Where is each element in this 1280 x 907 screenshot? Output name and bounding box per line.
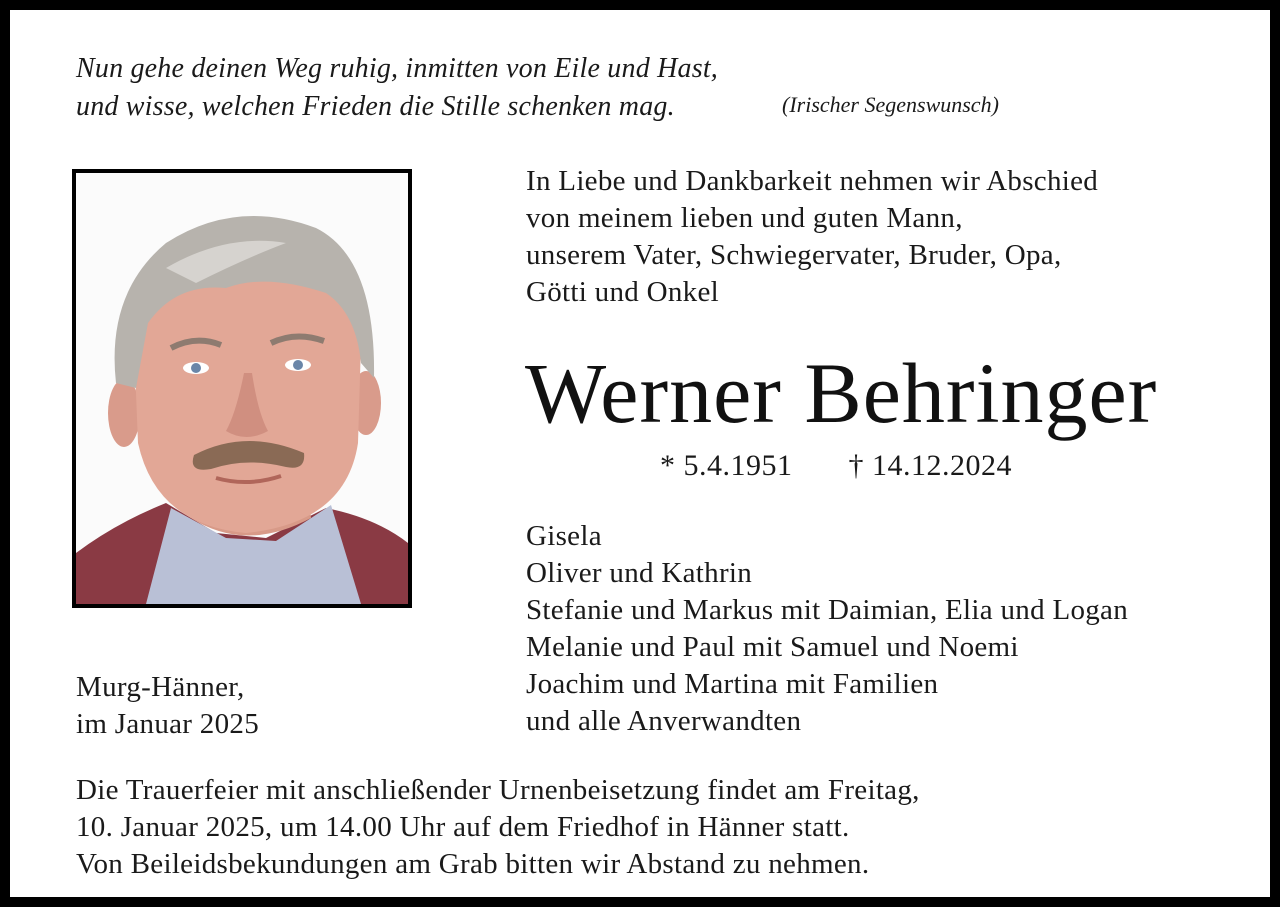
notice-line: Die Trauerfeier mit anschließender Urnenbeisetzung findet am Freitag, [76, 774, 920, 806]
birth-date: * 5.4.1951 [660, 449, 793, 482]
intro-line: Götti und Onkel [526, 276, 719, 308]
farewell-intro [526, 163, 1098, 311]
date-line: im Januar 2025 [76, 708, 260, 740]
intro-line: von meinem lieben und guten Mann, [526, 202, 963, 234]
quote-line: und wisse, welchen Frieden die Stille schenken mag. [76, 91, 675, 122]
life-dates [660, 446, 1012, 486]
death-date: † 14.12.2024 [848, 449, 1012, 482]
portrait-photo [72, 169, 412, 608]
mourner-line: und alle Anverwandten [526, 705, 802, 737]
place-and-date [76, 669, 259, 743]
quote-line: Nun gehe deinen Weg ruhig, inmitten von Eile und Hast, [76, 53, 719, 84]
intro-line: unserem Vater, Schwiegervater, Bruder, Opa, [526, 239, 1062, 271]
deceased-name: Werner Behringer [525, 345, 1158, 441]
place-line: Murg-Hänner, [76, 671, 245, 703]
funeral-notice [76, 772, 920, 883]
portrait-image [76, 173, 408, 604]
quote-source: (Irischer Segenswunsch) [782, 92, 999, 117]
mourners-list [526, 518, 1128, 740]
intro-line: In Liebe und Dankbarkeit nehmen wir Abschied [526, 165, 1099, 197]
notice-line: 10. Januar 2025, um 14.00 Uhr auf dem Friedhof in Hänner statt. [76, 811, 850, 843]
mourner-line: Joachim und Martina mit Familien [526, 668, 939, 700]
epigraph-quote [76, 50, 718, 126]
mourner-line: Oliver und Kathrin [526, 557, 753, 589]
mourner-line: Melanie und Paul mit Samuel und Noemi [526, 631, 1019, 663]
notice-line: Von Beileidsbekundungen am Grab bitten wir Abstand zu nehmen. [76, 848, 870, 880]
mourner-line: Stefanie und Markus mit Daimian, Elia und Logan [526, 594, 1129, 626]
mourner-line: Gisela [526, 520, 602, 552]
